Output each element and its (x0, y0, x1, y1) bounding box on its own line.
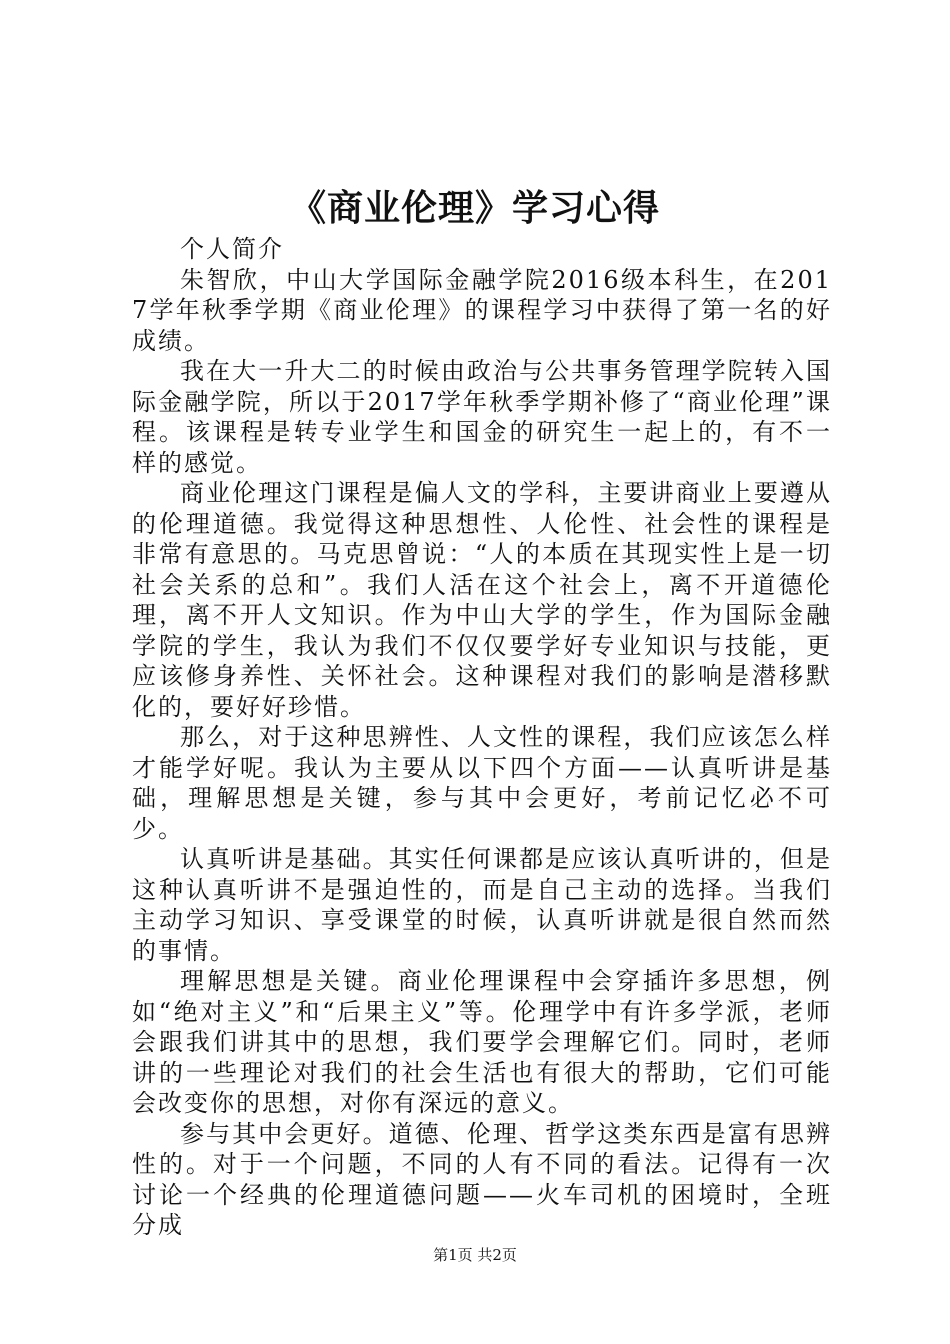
document-body (132, 234, 832, 1241)
paragraph-intro-heading: 个人简介 (180, 235, 284, 263)
paragraph-course-nature: 商业伦理这门课程是偏人文的学科，主要讲商业上要遵从的伦理道德。我觉得这种思想性、人伦性、社会性的课程是非常有意思的。马克思曾说：“人的本质在其现实性上是一切社会关系的总和”。我们人活在这个社会上，离不开道德伦理，离不开人文知识。作为中山大学的学生，作为国际金融学院的学生，我认为我们不仅仅要学好专业知识与技能，更应该修身养性、关怀社会。这种课程对我们的影响是潜移默化的，要好好珍惜。 (132, 479, 832, 721)
paragraph-understanding: 理解思想是关键。商业伦理课程中会穿插许多思想，例如“绝对主义”和“后果主义”等。伦理学中有许多学派，老师会跟我们讲其中的思想，我们要学会理解它们。同时，老师讲的一些理论对我们的社会生活也有很大的帮助，它们可能会改变你的思想，对你有深远的意义。 (132, 967, 832, 1117)
page-footer: 第1页 共2页 (433, 1246, 517, 1264)
paragraph-participation: 参与其中会更好。道德、伦理、哲学这类东西是富有思辨性的。对于一个问题，不同的人有不同的看法。记得有一次讨论一个经典的伦理道德问题——火车司机的困境时，全班分成 (132, 1119, 832, 1239)
document-title: 《商业伦理》学习心得 (289, 187, 660, 229)
paragraph-transfer: 我在大一升大二的时候由政治与公共事务管理学院转入国际金融学院，所以于2017学年秋季学期补修了“商业伦理”课程。该课程是转专业学生和国金的研究生一起上的，有不一样的感觉。 (132, 357, 832, 477)
paragraph-bio: 朱智欣，中山大学国际金融学院2016级本科生，在2017学年秋季学期《商业伦理》的课程学习中获得了第一名的好成绩。 (132, 265, 832, 355)
paragraph-four-aspects: 那么，对于这种思辨性、人文性的课程，我们应该怎么样才能学好呢。我认为主要从以下四个方面——认真听讲是基础，理解思想是关键，参与其中会更好，考前记忆必不可少。 (132, 723, 832, 843)
paragraph-listening: 认真听讲是基础。其实任何课都是应该认真听讲的，但是这种认真听讲不是强迫性的，而是自己主动的选择。当我们主动学习知识、享受课堂的时候，认真听讲就是很自然而然的事情。 (132, 845, 832, 965)
